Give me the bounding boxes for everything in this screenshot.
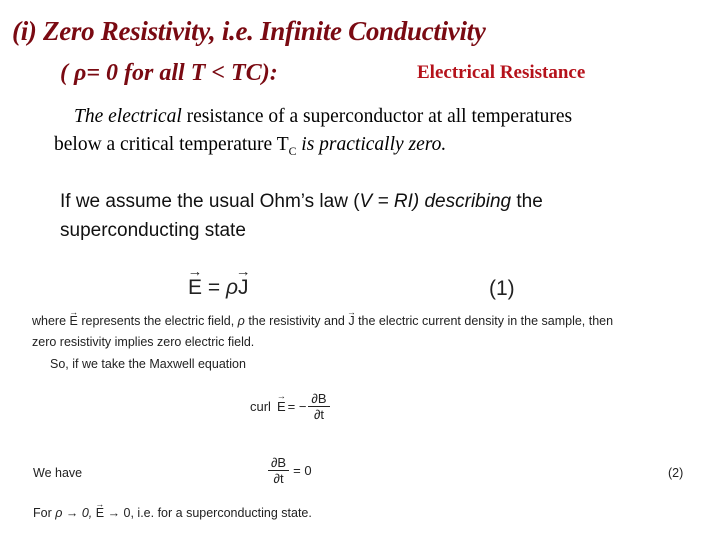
where-line-2: zero resistivity implies zero electric field. bbox=[32, 335, 255, 349]
slide-subtitle: ( ρ= 0 for all T < TC): bbox=[60, 60, 278, 86]
where-w3: represents the electric field, bbox=[77, 314, 238, 328]
intro-line-1 bbox=[74, 103, 572, 131]
final-statement bbox=[33, 506, 312, 520]
ohm-line-2: superconducting state bbox=[60, 220, 246, 241]
equation-1-number: (1) bbox=[489, 277, 515, 300]
ohm-text-a: If we assume the usual Ohm’s law ( bbox=[60, 191, 360, 212]
we-have-denominator: ∂t bbox=[273, 471, 284, 486]
intro-text-1: resistance of a superconductor at all temperatures bbox=[181, 106, 573, 127]
ohm-text-c: the bbox=[511, 191, 543, 212]
we-have-fraction bbox=[268, 455, 289, 486]
equals-sign: = bbox=[202, 276, 226, 299]
rho-symbol: ρ bbox=[225, 276, 238, 299]
vector-j: → J bbox=[238, 276, 249, 300]
ohm-text-b: V = RI) describing bbox=[359, 191, 512, 212]
intro-text-2: below a critical temperature T bbox=[54, 134, 289, 155]
final-b: ρ → 0, bbox=[55, 506, 96, 520]
we-have-label: We have bbox=[33, 466, 83, 480]
where-w1: where bbox=[32, 314, 67, 328]
intro-line-2 bbox=[54, 131, 446, 166]
we-have-rhs: = 0 bbox=[293, 463, 312, 478]
where-line-1 bbox=[32, 314, 613, 328]
maxwell-denominator: ∂t bbox=[313, 407, 324, 422]
equation-2-number: (2) bbox=[668, 466, 684, 480]
maxwell-fraction bbox=[308, 391, 329, 422]
equation-1 bbox=[188, 276, 248, 300]
ohm-line-1 bbox=[60, 187, 543, 217]
intro-text-3: is practically zero. bbox=[296, 134, 447, 155]
intro-italic: The electrical bbox=[74, 106, 182, 127]
where-w5: the resistivity and bbox=[244, 314, 349, 328]
maxwell-equals: = − bbox=[287, 399, 307, 414]
maxwell-vector-e: → E bbox=[277, 399, 286, 414]
final-vector-e: → E bbox=[96, 506, 104, 520]
slide-title: (i) Zero Resistivity, i.e. Infinite Conductivity bbox=[12, 16, 486, 46]
vector-e: → E bbox=[188, 276, 202, 300]
where-vector-e: → E bbox=[70, 314, 78, 328]
we-have-numerator: ∂B bbox=[268, 455, 289, 471]
curl-label: curl bbox=[250, 399, 271, 414]
where-rho: ρ bbox=[237, 314, 245, 328]
maxwell-equation bbox=[250, 391, 330, 422]
equation-2 bbox=[268, 455, 312, 486]
where-vector-j: → J bbox=[348, 314, 354, 328]
where-w7: the electric current density in the sample, then bbox=[354, 314, 614, 328]
maxwell-numerator: ∂B bbox=[308, 391, 329, 407]
final-a: For bbox=[33, 506, 56, 520]
intro-subscript: C bbox=[288, 144, 297, 158]
final-d: → 0, i.e. for a superconducting state. bbox=[104, 506, 312, 520]
where-line-3: So, if we take the Maxwell equation bbox=[50, 357, 246, 371]
topic-label: Electrical Resistance bbox=[417, 62, 586, 83]
